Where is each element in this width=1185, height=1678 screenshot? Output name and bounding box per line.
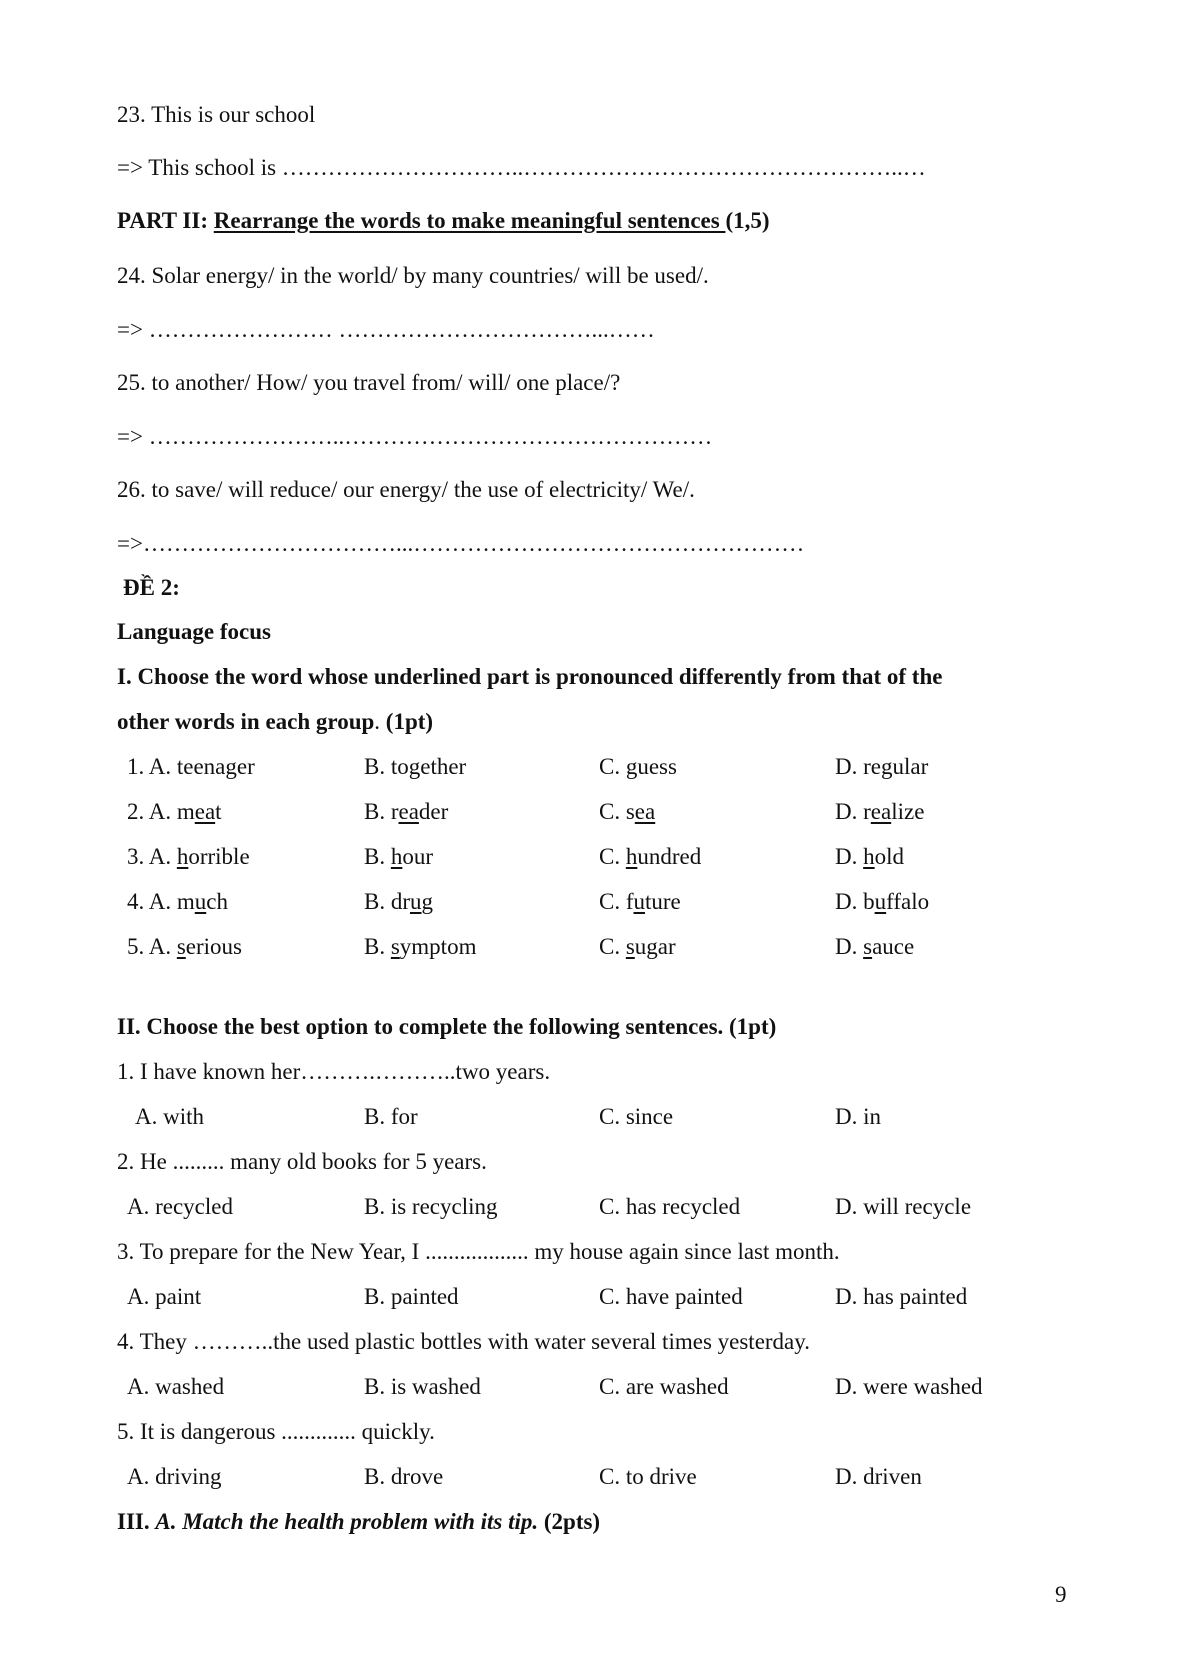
option-a: 2. A. meat [127, 799, 222, 824]
option-a: 3. A. horrible [127, 844, 250, 869]
option-c: C. future [599, 889, 681, 914]
language-focus-heading: Language focus [117, 619, 271, 644]
mcq-question: 3. To prepare for the New Year, I .................. my house again since last month. [117, 1239, 840, 1264]
q26-answer-line: =>……………………………...…………………………………………… [117, 531, 805, 556]
sec3-heading [117, 1507, 600, 1537]
option-b: B. together [364, 754, 467, 779]
option-c: C. sea [599, 799, 656, 824]
option-d: D. realize [835, 799, 925, 824]
q26-prompt: 26. to save/ will reduce/ our energy/ the use of electricity/ We/. [117, 477, 695, 502]
option-d: D. driven [835, 1464, 922, 1489]
option-a: A. with [135, 1104, 204, 1129]
sec1-title-line1: I. Choose the word whose underlined part is pronounced differently from that of the [117, 664, 943, 689]
page-number: 9 [1055, 1582, 1067, 1607]
q23-answer-line: => This school is …………………………..…………………………………………..… [117, 155, 926, 180]
option-c: C. have painted [599, 1284, 743, 1309]
de2-heading: ĐỀ 2: [123, 575, 180, 600]
pronunciation-row [0, 842, 1185, 872]
option-b: B. is recycling [364, 1194, 498, 1219]
sec1-title-text: other words in each group [117, 709, 375, 734]
sec1-title-line2 [117, 707, 433, 737]
q23-prompt: 23. This is our school [117, 102, 316, 127]
option-d: D. were washed [835, 1374, 983, 1399]
part2-label: PART II: [117, 208, 208, 233]
sec2-title: II. Choose the best option to complete the following sentences. (1pt) [117, 1014, 777, 1039]
option-d: D. regular [835, 754, 929, 779]
pronunciation-row [0, 887, 1185, 917]
q25-answer-line: => ……………………..………………………………………… [117, 424, 713, 449]
option-b: B. reader [364, 799, 449, 824]
option-a: A. driving [127, 1464, 222, 1489]
option-c: C. has recycled [599, 1194, 741, 1219]
option-b: B. drove [364, 1464, 444, 1489]
mcq-question: 1. I have known her……….………..two years. [117, 1059, 551, 1084]
option-b: B. symptom [364, 934, 477, 959]
mcq-question: 2. He ......... many old books for 5 years. [117, 1149, 487, 1174]
option-a: 4. A. much [127, 889, 228, 914]
option-d: D. hold [835, 844, 905, 869]
option-d: D. in [835, 1104, 881, 1129]
mcq-options [0, 1372, 1185, 1402]
q24-prompt: 24. Solar energy/ in the world/ by many countries/ will be used/. [117, 263, 709, 288]
option-a: 1. A. teenager [127, 754, 255, 779]
option-a: A. recycled [127, 1194, 233, 1219]
sec3-number: III. [117, 1509, 156, 1534]
part2-title: Rearrange the words to make meaningful sentences [213, 208, 726, 233]
option-b: B. for [364, 1104, 418, 1129]
option-c: C. since [599, 1104, 674, 1129]
mcq-question: 5. It is dangerous ............. quickly. [117, 1419, 435, 1444]
option-c: C. are washed [599, 1374, 729, 1399]
mcq-options [0, 1462, 1185, 1492]
option-a: A. washed [127, 1374, 225, 1399]
option-c: C. sugar [599, 934, 676, 959]
sec1-points: (1pt) [385, 709, 434, 734]
sec3-points: (2pts) [538, 1509, 601, 1534]
mcq-options [0, 1102, 1185, 1132]
sec1-title-period: . [374, 709, 386, 734]
option-d: D. sauce [835, 934, 915, 959]
q24-answer-line: => …………………… ……………………………...…… [117, 317, 655, 342]
option-c: C. to drive [599, 1464, 697, 1489]
option-a: 5. A. serious [127, 934, 243, 959]
pronunciation-row [0, 932, 1185, 962]
option-d: D. has painted [835, 1284, 968, 1309]
option-b: B. drug [364, 889, 433, 914]
option-b: B. hour [364, 844, 434, 869]
option-c: C. guess [599, 754, 677, 779]
pronunciation-row [0, 797, 1185, 827]
pronunciation-row [0, 752, 1185, 782]
part2-heading [117, 206, 770, 236]
mcq-options [0, 1282, 1185, 1312]
option-d: D. will recycle [835, 1194, 972, 1219]
option-c: C. hundred [599, 844, 702, 869]
option-a: A. paint [127, 1284, 202, 1309]
part2-points: (1,5) [725, 208, 770, 233]
option-b: B. is washed [364, 1374, 481, 1399]
option-b: B. painted [364, 1284, 459, 1309]
sec3-title: A. Match the health problem with its tip. [155, 1509, 539, 1534]
mcq-options [0, 1192, 1185, 1222]
option-d: D. buffalo [835, 889, 930, 914]
mcq-question: 4. They ………..the used plastic bottles with water several times yesterday. [117, 1329, 811, 1354]
q25-prompt: 25. to another/ How/ you travel from/ will/ one place/? [117, 370, 621, 395]
